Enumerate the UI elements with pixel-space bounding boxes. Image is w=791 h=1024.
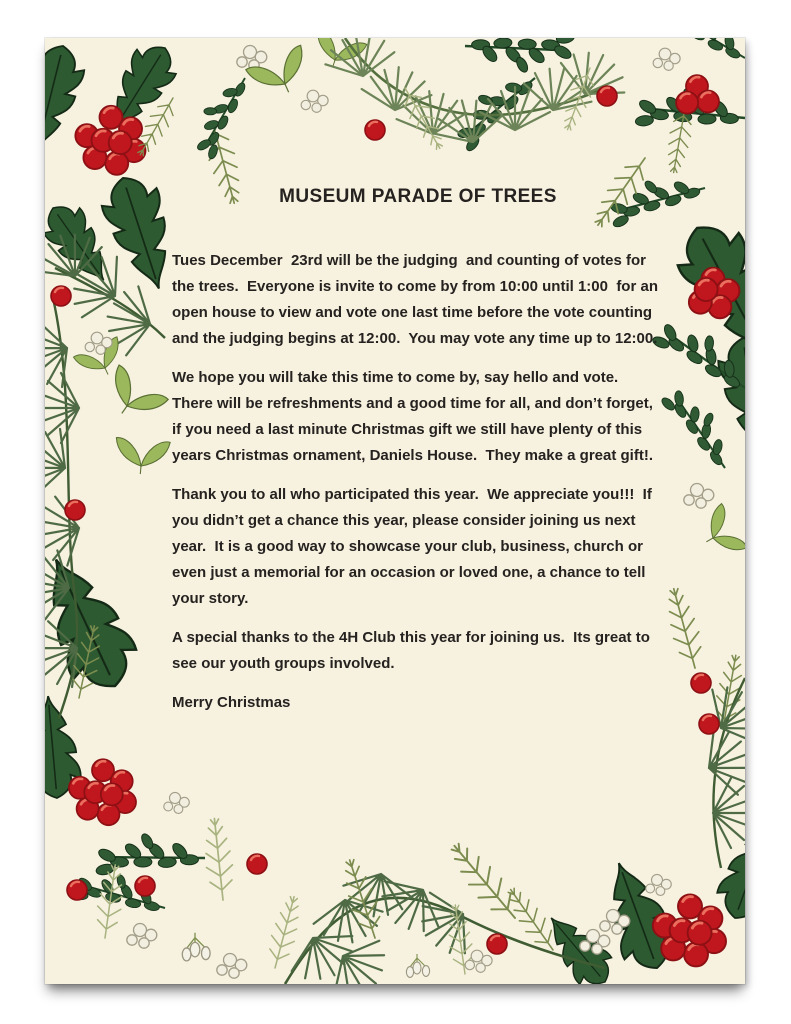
flyer-paragraph-2: We hope you will take this time to come by, say hello and vote. There will be refreshments and a good time for all, and don’t forget, if you need a last minute Christmas gift we still have plenty of this years Christmas ornament, Daniels House. They make a great gift!. [172,369,658,464]
flyer-content [172,186,664,729]
flyer-paragraph-4: A special thanks to the 4H Club this year for joining us. Its great to see our youth groups involved. [172,629,655,672]
flyer-signoff: Merry Christmas [172,694,291,711]
flyer-paragraph-3: Thank you to all who participated this year. We appreciate you!!! If you didn’t get a chance this year, please consider joining us next year. It is a good way to showcase your club, business, church or even just a memorial for an occasion or loved one, a chance to tell your story. [172,486,656,607]
flyer [45,38,745,984]
flyer-paragraph-1: Tues December 23rd will be the judging and counting of votes for the trees. Everyone is invite to come by from 10:00 until 1:00 for an open house to view and vote one last time before the vote counting and the judging begins at 12:00. You may vote any time up to 12:00. [172,252,663,347]
flyer-title: MUSEUM PARADE OF TREES [279,186,557,207]
